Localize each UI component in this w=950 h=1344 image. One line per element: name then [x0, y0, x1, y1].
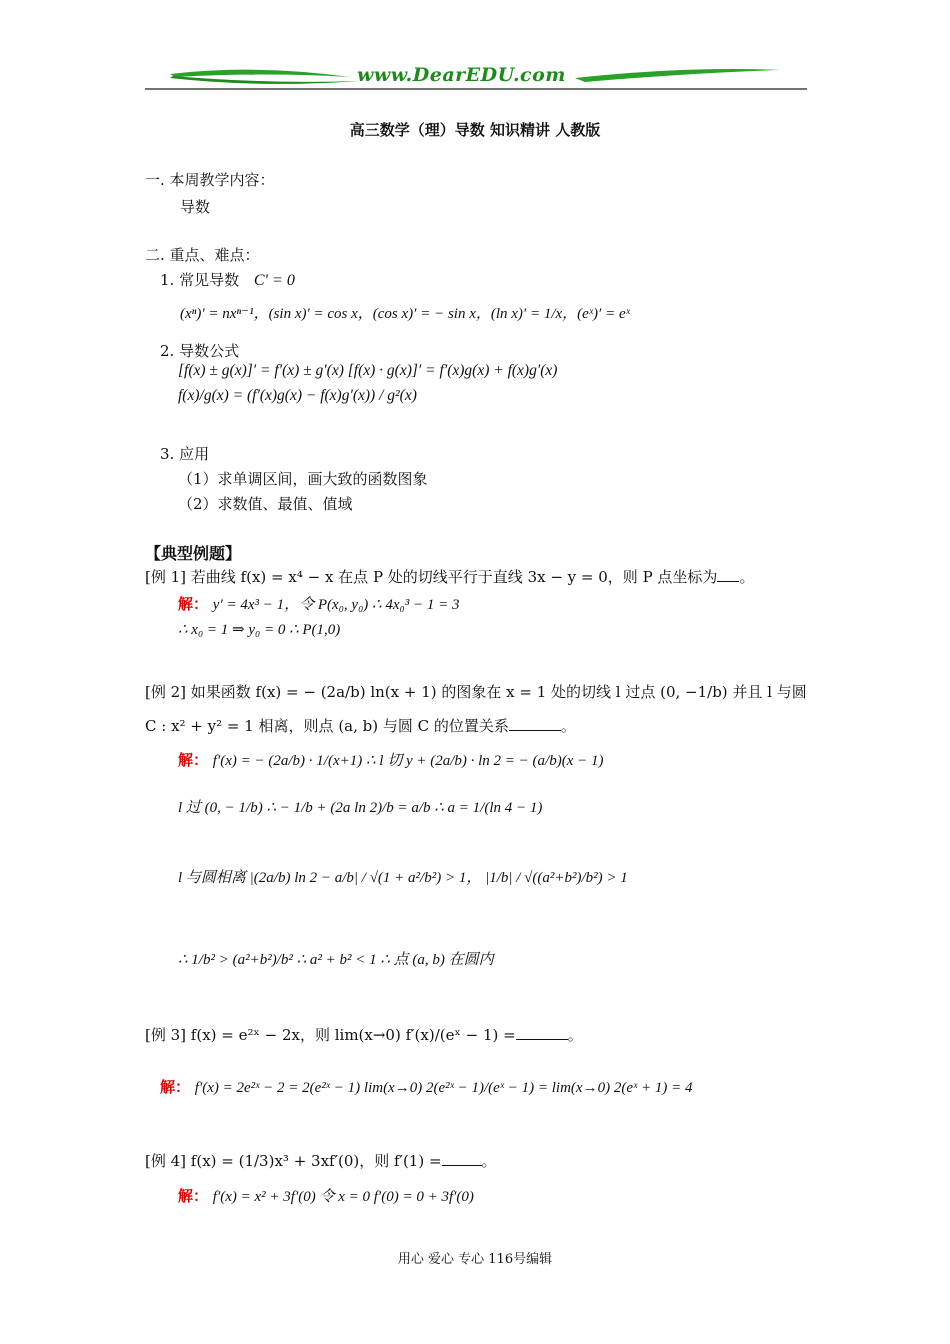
- ex1-solution-step1: y′ = 4x³ − 1，令 P(x₀, y₀) ∴ 4x₀³ − 1 = 3: [212, 597, 460, 613]
- ex4-question-text: [例 4] f(x) = (1/3)x³ + 3xf′(0)，则 f′(1) =: [145, 1152, 442, 1170]
- ex3-solution-step1: f′(x) = 2e²ˣ − 2 = 2(e²ˣ − 1) lim(x→0) 2(e²ˣ − 1)/(eˣ − 1) = lim(x→0) 2(eˣ + 1) = 4: [194, 1080, 693, 1096]
- item2-label: 2. 导数公式: [160, 342, 240, 360]
- item1-formula: C′ = 0: [253, 272, 295, 289]
- ex2-solution-step4: ∴ 1/b² > (a²+b²)/b² ∴ a² + b² < 1 ∴ 点 (a, b) 在圆内: [178, 952, 494, 968]
- examples-heading: 【典型例题】: [145, 544, 242, 563]
- ex2-answer-blank[interactable]: [509, 716, 561, 731]
- section1-content: 导数: [180, 198, 211, 216]
- ex1-question-end: 。: [739, 568, 755, 586]
- section1-heading: 一. 本周教学内容：: [145, 171, 275, 189]
- ex2-question-end: 。: [560, 717, 576, 735]
- item2-quotient-rule: [178, 387, 417, 405]
- ex1-solution-label: 解：: [178, 595, 209, 613]
- ex1-question: [145, 567, 754, 587]
- ex3-solution: [160, 1077, 692, 1098]
- ex2-solution-step1: f′(x) = − (2a/b) · 1/(x+1) ∴ l 切 y + (2a/b) · ln 2 = − (a/b)(x − 1): [212, 753, 604, 769]
- ex4-question: [145, 1151, 497, 1171]
- ex2-solution-step2: l 过 (0, − 1/b) ∴ − 1/b + (2a ln 2)/b = a/b ∴ a = 1/(ln 4 − 1): [178, 800, 543, 816]
- title-normal: 高三数学（理）导数 知识精讲: [349, 121, 556, 139]
- item3-a: （1）求单调区间，画大致的函数图象: [178, 470, 428, 488]
- header-logo: [145, 62, 807, 94]
- ex3-answer-blank[interactable]: [516, 1025, 568, 1040]
- ex3-question-text: [例 3] f(x) = e²ˣ − 2x，则 lim(x→0) f′(x)/(eˣ − 1) =: [145, 1026, 516, 1044]
- item1-label: 1. 常见导数: [160, 271, 240, 289]
- item1-line2: (xⁿ)′ = nxⁿ⁻¹，(sin x)′ = cos x，(cos x)′ = − sin x，(ln x)′ = 1/x，(eˣ)′ = eˣ: [180, 306, 630, 322]
- page-title: [0, 120, 950, 140]
- item3-label: 3. 应用: [160, 445, 210, 463]
- page-footer: 用心 爱心 专心 116号编辑: [397, 1252, 553, 1267]
- item2-line1: [f(x) ± g(x)]′ = f′(x) ± g′(x) [f(x) · g(x)]′ = f′(x)g(x) + f(x)g′(x): [178, 362, 558, 379]
- logo-text: www.DearEDU.com: [357, 64, 566, 86]
- ex2-question-text: C : x² + y² = 1 相离，则点 (a, b) 与圆 C 的位置关系: [145, 717, 509, 735]
- ex1-question-text: [例 1] 若曲线 f(x) = x⁴ − x 在点 P 处的切线平行于直线 3x − y = 0，则 P 点坐标为: [145, 568, 718, 586]
- ex1-solution-1: [178, 594, 459, 615]
- item2-line2: f(x)/g(x) = (f′(x)g(x) − f(x)g′(x)) / g²(x): [178, 387, 417, 404]
- ex2-solution-label: 解：: [178, 751, 209, 769]
- ex2-solution-1: [178, 750, 603, 771]
- ex4-solution: [178, 1186, 474, 1207]
- ex3-question-end: 。: [567, 1026, 583, 1044]
- ex4-solution-step1: f′(x) = x² + 3f′(0) 令 x = 0 f′(0) = 0 + 3f′(0): [212, 1189, 474, 1205]
- ex4-question-end: 。: [481, 1152, 497, 1170]
- ex2-question-line1: [例 2] 如果函数 f(x) = − (2a/b) ln(x + 1) 的图象在 x = 1 处的切线 l 过点 (0, −1/b) 并且 l 与圆: [145, 683, 807, 701]
- ex3-solution-label: 解：: [160, 1078, 191, 1096]
- ex4-solution-label: 解：: [178, 1187, 209, 1205]
- ex3-question: [145, 1025, 583, 1045]
- section2-heading: 二. 重点、难点：: [145, 246, 260, 264]
- ex2-question-line2: [145, 716, 576, 736]
- ex1-answer-blank[interactable]: [717, 567, 739, 582]
- ex1-solution-step2: ∴ x₀ = 1 ⇒ y₀ = 0 ∴ P(1,0): [178, 622, 341, 638]
- title-bold: 人教版: [555, 121, 601, 139]
- ex2-solution-step3: l 与圆相离 |(2a/b) ln 2 − a/b| / √(1 + a²/b²) > 1， |1/b| / √((a²+b²)/b²) > 1: [178, 870, 628, 886]
- item3-b: （2）求数值、最值、值域: [178, 495, 353, 513]
- item1-row: [160, 270, 295, 291]
- ex4-answer-blank[interactable]: [442, 1151, 482, 1166]
